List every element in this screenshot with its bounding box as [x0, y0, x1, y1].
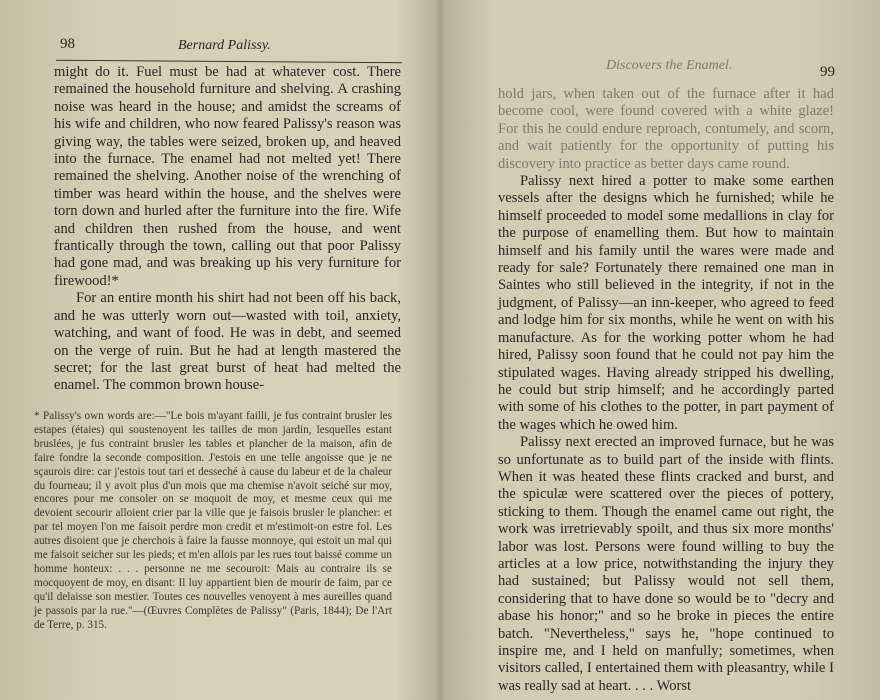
- right-paragraph-2: Palissy next hired a potter to make some earthen vessels after the designs which he furnished; while he himself proceeded to model some medallions in clay for the purpose of enamelling them. But how to maintain himself and his family until the wares were made and ready for sale? Fortunately there remained one man in Saintes who still believed in the integrity, if not in the judgment, of Palissy—an inn-keeper, who agreed to feed and lodge him for six months, while he went on with his manufacture. As for the working potter whom he had hired, Palissy soon found that he could not pay him the stipulated wages. Having already stripped his dwelling, he could but strip himself; and he accordingly parted with some of his clothes to the potter, in part payment of the wages which he owed him.: [498, 173, 834, 433]
- left-page-number: 98: [60, 36, 75, 52]
- left-footnote: * Palissy's own words are:—"Le bois m'ayant failli, je fus contraint brusler les estapes (étaies) qui soustenoyent les tailles de mon jardin, lesquelles estant bruslées, je fus contraint brusler les tables et plancher de la maison, afin de faire fondre la seconde composition. J'estois en une telle angoisse que je ne sçaurois dire: car j'estois tout tari et desseché à cause du labeur et de la chaleur du fourneau; il y avoit plus d'un mois que ma chemise n'avoit seiché sur moy, encores pour me consoler on se moquoit de moy, et mesme ceux qui me devoient secourir alloient crier par la ville que je faisois brusler le plancher: et par tel moyen l'on me faisoit perdre mon credit et m'estimoit-on estre fol. Les autres disoient que je cherchois à faire la fausse monnoye, qui estoit un mal qui me faisoit seicher sur les pieds; et m'en allois par les rues tout baissé comme un homme honteux: . . . personne ne me secouroit: Mais au contraire ils se mocquoyent de moy, en disant: Il luy appartient bien de mourir de faim, par ce qu'il delaisse son mestier. Toutes ces nouvelles venoyent à mes aureilles quand je passois par la rue."—(Œuvres Complètes de Palissy" (Paris, 1844); De l'Art de Terre, p. 315.: [34, 410, 392, 631]
- right-paragraph-1: hold jars, when taken out of the furnace after it had become cool, were found covered with a white glaze! For this he could endure reproach, contumely, and scorn, and wait patiently for the opportunity of putting his discovery into practice as better days came round.: [498, 86, 834, 172]
- left-paragraph-1: might do it. Fuel must be had at whatever cost. There remained the household furniture and shelving. A crashing noise was heard in the house; and amidst the screams of his wife and children, who now feared Palissy's reason was giving way, the tables were seized, broken up, and heaved into the furnace. The enamel had not melted yet! There remained the shelving. Another noise of the wrenching of timber was heard within the house, and the shelves were torn down and hurled after the furniture into the fire. Wife and children then rushed from the house, and went frantically through the town, calling out that poor Palissy had gone mad, and was breaking up his very furniture for firewood!*: [54, 64, 401, 289]
- right-page-number: 99: [820, 64, 835, 80]
- left-paragraph-2: For an entire month his shirt had not been off his back, and he was utterly worn out—wasted with toil, anxiety, watching, and want of food. He was in debt, and seemed on the verge of ruin. But he had at length mastered the secret; for the last great burst of heat had melted the enamel. The common brown house-: [54, 290, 401, 394]
- left-body: [54, 64, 401, 395]
- right-body: [498, 86, 834, 695]
- right-paragraph-3: Palissy next erected an improved furnace, but he was so unfortunate as to build part of the inside with flints. When it was heated these flints cracked and burst, and the spiculæ were scattered over the pieces of pottery, sticking to them. Though the enamel came out right, the work was irretrievably spoilt, and thus six more months' labor was lost. Persons were found willing to buy the articles at a low price, notwithstanding the injury they had sustained; but Palissy would not sell them, considering that to have done so would be to "decry and abase his honor;" and so he broke in pieces the entire batch. "Nevertheless," says he, "hope continued to inspire me, and I held on manfully; sometimes, when visitors called, I entertained them with pleasantry, while I was really sad at heart. . . . Worst: [498, 434, 834, 694]
- left-running-title: Bernard Palissy.: [178, 38, 271, 53]
- right-running-title: Discovers the Enamel.: [606, 58, 733, 73]
- left-header-rule: [56, 60, 402, 63]
- right-page: [440, 0, 880, 700]
